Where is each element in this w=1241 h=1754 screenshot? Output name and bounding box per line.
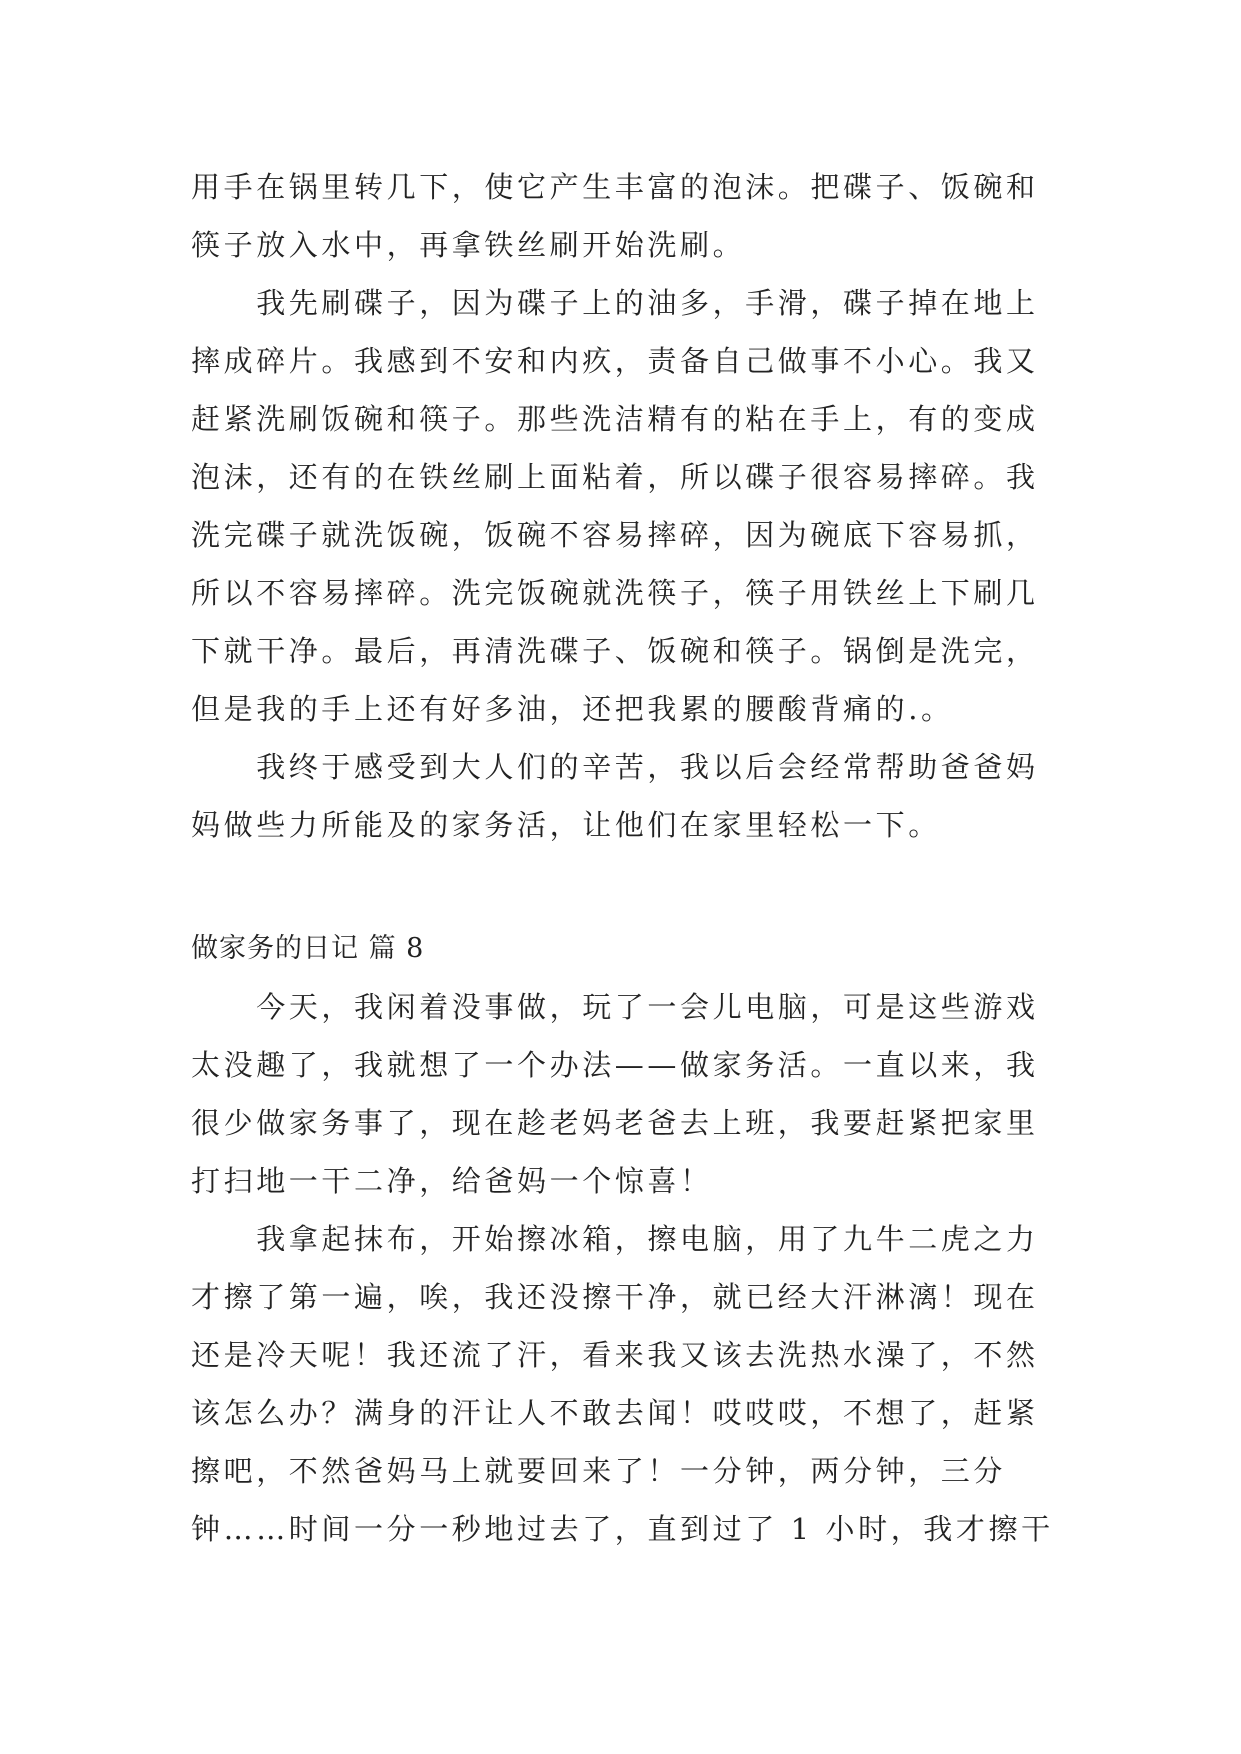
text-line: 还是冷天呢！我还流了汗，看来我又该去洗热水澡了，不然 xyxy=(191,1338,1039,1372)
text-line: 所以不容易摔碎。洗完饭碗就洗筷子，筷子用铁丝上下刷几 xyxy=(191,576,1039,610)
text-line: 用手在锅里转几下，使它产生丰富的泡沫。把碟子、饭碗和 xyxy=(191,170,1039,204)
section-spacer xyxy=(191,854,1051,920)
text-line: 但是我的手上还有好多油，还把我累的腰酸背痛的.。 xyxy=(191,692,954,726)
text-line: 筷子放入水中，再拿铁丝刷开始洗刷。 xyxy=(191,228,746,262)
text-line: 我拿起抹布，开始擦冰箱，擦电脑，用了九牛二虎之力 xyxy=(191,1222,1039,1256)
text-line: 赶紧洗刷饭碗和筷子。那些洗洁精有的粘在手上，有的变成 xyxy=(191,402,1039,436)
text-line: 泡沫，还有的在铁丝刷上面粘着，所以碟子很容易摔碎。我 xyxy=(191,460,1039,494)
text-line: 我终于感受到大人们的辛苦，我以后会经常帮助爸爸妈 xyxy=(191,750,1039,784)
text-line: 钟……时间一分一秒地过去了，直到过了 1 小时，我才擦干 xyxy=(191,1512,1054,1546)
text-line: 今天，我闲着没事做，玩了一会儿电脑，可是这些游戏 xyxy=(191,990,1039,1024)
text-line: 下就干净。最后，再清洗碟子、饭碗和筷子。锅倒是洗完， xyxy=(191,634,1039,668)
text-line: 擦吧，不然爸妈马上就要回来了！一分钟，两分钟，三分 xyxy=(191,1454,1007,1488)
text-line: 才擦了第一遍，唉，我还没擦干净，就已经大汗淋漓！现在 xyxy=(191,1280,1039,1314)
text-line: 我先刷碟子，因为碟子上的油多，手滑，碟子掉在地上 xyxy=(191,286,1039,320)
text-line: 洗完碟子就洗饭碗，饭碗不容易摔碎，因为碗底下容易抓， xyxy=(191,518,1039,552)
text-line: 摔成碎片。我感到不安和内疚，责备自己做事不小心。我又 xyxy=(191,344,1039,378)
text-line: 太没趣了，我就想了一个办法——做家务活。一直以来，我 xyxy=(191,1048,1039,1082)
document-body xyxy=(191,158,1054,1558)
text-line: 妈做些力所能及的家务活，让他们在家里轻松一下。 xyxy=(191,808,941,842)
section-title: 做家务的日记 篇 8 xyxy=(191,933,425,964)
text-line: 该怎么办？满身的汗让人不敢去闻！哎哎哎，不想了，赶紧 xyxy=(191,1396,1039,1430)
paragraph-block-dishwashing xyxy=(191,158,1051,854)
text-line: 打扫地一干二净，给爸妈一个惊喜！ xyxy=(191,1164,713,1198)
paragraph-block-housework xyxy=(191,978,1054,1558)
text-line: 很少做家务事了，现在趁老妈老爸去上班，我要赶紧把家里 xyxy=(191,1106,1039,1140)
